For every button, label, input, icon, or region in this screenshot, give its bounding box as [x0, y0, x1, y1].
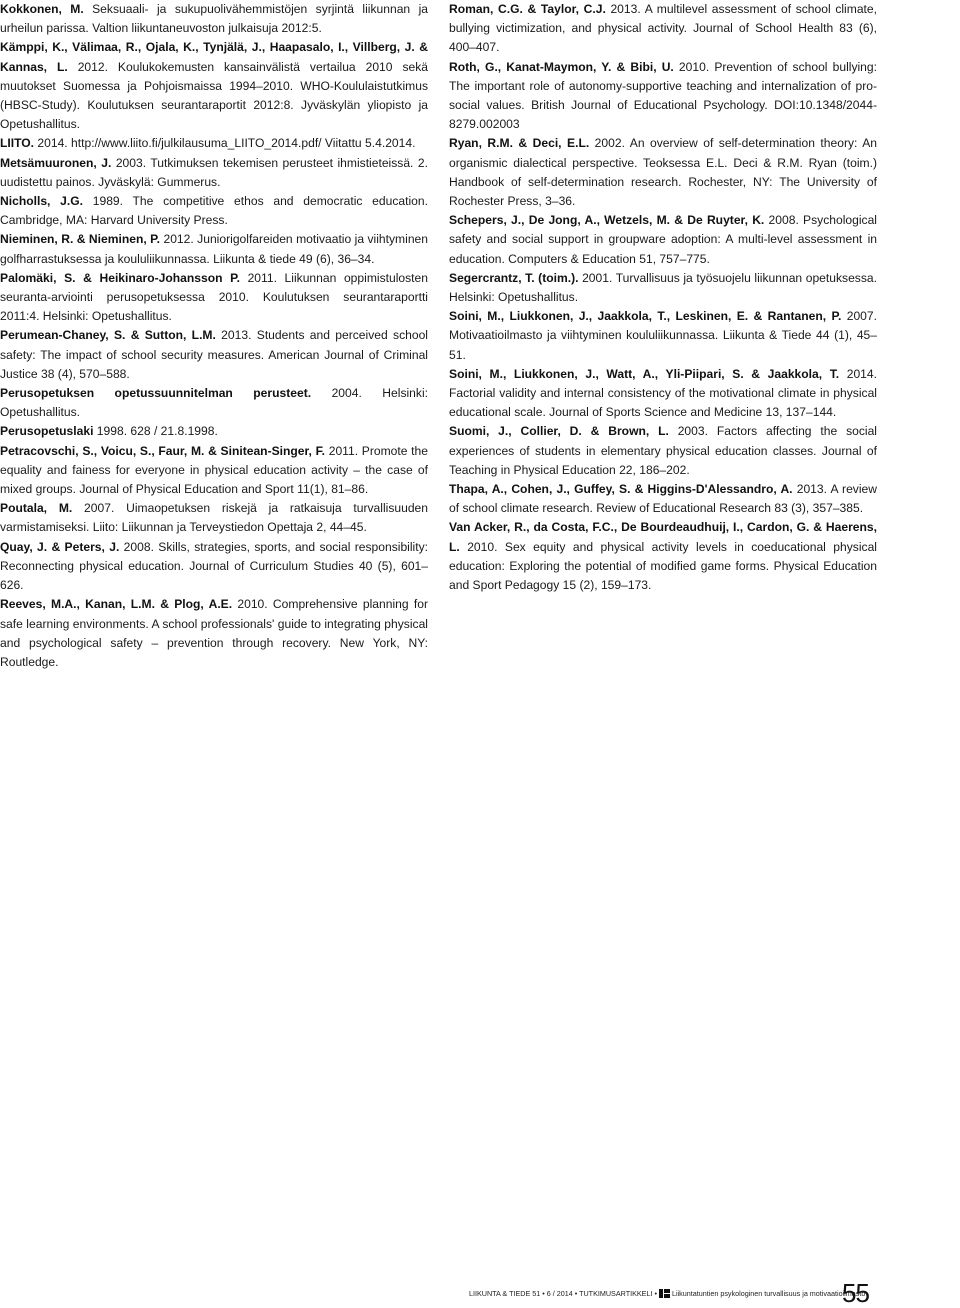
reference-entry: [449, 0, 877, 58]
reference-author: LIITO.: [0, 136, 35, 151]
reference-author: Roth, G., Kanat-Maymon, Y. & Bibi, U.: [449, 59, 674, 74]
reference-details: 2013. A review of school climate research. Review of Educational Research 83 (3), 357–385.: [449, 482, 877, 516]
reference-author: Suomi, J., Collier, D. & Brown, L.: [449, 424, 669, 439]
reference-author: Roman, C.G. & Taylor, C.J.: [449, 2, 606, 16]
reference-author: Soini, M., Liukkonen, J., Watt, A., Yli-Piipari, S. & Jaakkola, T.: [449, 366, 840, 381]
reference-details: 2008. Psychological safety and social support in groupware adoption: A multi-level assessment in education. Computers & Education 51, 757–775.: [449, 213, 877, 266]
reference-details: 1998. 628 / 21.8.1998.: [93, 424, 218, 439]
reference-entry: [0, 154, 428, 192]
left-reference-column: [0, 0, 428, 672]
reference-author: Ryan, R.M. & Deci, E.L.: [449, 136, 590, 151]
reference-entry: [0, 595, 428, 672]
reference-author: Perusopetuksen opetussuunnitelman perusteet.: [0, 386, 312, 401]
reference-entry: [449, 269, 877, 307]
reference-entry: [449, 365, 877, 423]
reference-entry: [0, 326, 428, 384]
reference-author: Poutala, M.: [0, 501, 73, 516]
page-footer: [469, 1289, 879, 1300]
reference-details: Seksuaali- ja sukupuolivähemmistöjen syrjintä liikunnan ja urheilun parissa. Valtion liikuntaneuvoston julkaisuja 2012:5.: [0, 2, 428, 36]
reference-details: 2007. Uimaopetuksen riskejä ja ratkaisuja turvallisuuden varmistamiseksi. Liito: Liikunnan ja Terveystiedon Opettaja 2, 44–45.: [0, 501, 428, 535]
reference-details: 2012. Koulukokemusten kansainvälistä vertailua 2010 sekä muutokset Suomessa ja Pohjoismaissa 1994–2010. WHO-Koululaistutkimus (HBSC-Study). Koulutuksen seurantaraportit 2012:8. Jyväskylän yliopisto ja Opetushallitus.: [0, 59, 428, 132]
reference-details: 2010. Prevention of school bullying: The important role of autonomy-supportive teaching and internalization of pro-social values. British Journal of Educational Psychology. DOI:10.1348/2044-8279.002003: [449, 59, 877, 132]
reference-details: 2003. Factors affecting the social experiences of students in elementary physical education classes. Journal of Teaching in Physical Education 22, 186–202.: [449, 424, 877, 477]
reference-entry: [0, 192, 428, 230]
reference-details: 2014. Factorial validity and internal consistency of the motivational climate in physical educational scale. Journal of Sports Science and Medicine 13, 137–144.: [449, 366, 877, 420]
reference-author: Van Acker, R., da Costa, F.C., De Bourdeaudhuij, I., Cardon, G. & Haerens, L.: [449, 520, 877, 554]
sports-logo-icon: [659, 1289, 670, 1300]
footer-journal-info: LIIKUNTA & TIEDE 51 • 6 / 2014 • TUTKIMUSARTIKKELI •: [469, 1289, 657, 1298]
reference-author: Reeves, M.A., Kanan, L.M. & Plog, A.E.: [0, 597, 233, 612]
reference-details: 2003. Tutkimuksen tekemisen perusteet ihmistieteissä. 2. uudistettu painos. Jyväskylä: Gummerus.: [0, 155, 428, 189]
reference-details: 2013. Students and perceived school safety: The impact of school security measures. American Journal of Criminal Justice 38 (4), 570–588.: [0, 328, 428, 381]
reference-author: Schepers, J., De Jong, A., Wetzels, M. & De Ruyter, K.: [449, 213, 765, 228]
reference-entry: [0, 499, 428, 537]
reference-details: 1989. The competitive ethos and democratic education. Cambridge, MA: Harvard University Press.: [0, 194, 428, 228]
reference-entry: [449, 307, 877, 365]
reference-entry: [0, 269, 428, 327]
reference-author: Nicholls, J.G.: [0, 194, 83, 209]
reference-entry: [0, 538, 428, 596]
reference-entry: [0, 134, 428, 153]
reference-author: Quay, J. & Peters, J.: [0, 539, 120, 554]
reference-details: 2002. An overview of self-determination theory: An organismic dialectical perspective. Teoksessa E.L. Deci & R.M. Ryan (toim.) Handbook of self-determination research. Rochester, NY: The University of Rochester Press, 3–36.: [449, 136, 877, 209]
reference-author: Perusopetuslaki: [0, 424, 94, 439]
reference-details: 2010. Comprehensive planning for safe learning environments. A school professionals' guide to integrating physical and psychological safety – prevention through recovery. New York, NY: Routledge.: [0, 597, 428, 669]
reference-entry: [449, 422, 877, 480]
footer-article-title: Liikuntatuntien psykologinen turvallisuus ja motivaatioilmasto: [671, 1289, 866, 1298]
right-reference-column: [449, 0, 877, 595]
reference-author: Petracovschi, S., Voicu, S., Faur, M. & Sinitean-Singer, F.: [0, 443, 326, 458]
page-number: 55: [842, 1278, 869, 1308]
reference-details: 2014. http://www.liito.fi/julkilausuma_LIITO_2014.pdf/ Viitattu 5.4.2014.: [34, 136, 416, 151]
reference-author: Metsämuuronen, J.: [0, 155, 112, 170]
reference-author: Perumean-Chaney, S. & Sutton, L.M.: [0, 328, 216, 343]
reference-entry: [0, 0, 428, 38]
reference-entry: [449, 211, 877, 269]
reference-details: 2011. Promote the equality and fainess for everyone in physical education activity – the case of mixed groups. Journal of Physical Education and Sport 11(1), 81–86.: [0, 443, 428, 497]
reference-details: 2007. Motivaatioilmasto ja viihtyminen koululiikunnassa. Liikunta & Tiede 44 (1), 45–51.: [449, 309, 877, 362]
reference-author: Nieminen, R. & Nieminen, P.: [0, 232, 161, 247]
reference-entry: [449, 58, 877, 135]
reference-details: 2012. Juniorigolfareiden motivaatio ja viihtyminen golfharrastuksessa ja koululiikunnassa. Liikunta & tiede 49 (6), 36–34.: [0, 232, 428, 266]
reference-entry: [449, 518, 877, 595]
reference-entry: [0, 38, 428, 134]
reference-author: Soini, M., Liukkonen, J., Jaakkola, T., Leskinen, E. & Rantanen, P.: [449, 309, 842, 324]
reference-details: 2010. Sex equity and physical activity levels in coeducational physical education: Exploring the potential of modified game forms. Physical Education and Sport Pedagogy 15 (2), 159–173.: [449, 539, 877, 593]
reference-entry: [0, 422, 428, 441]
reference-author: Kokkonen, M.: [0, 2, 84, 16]
reference-entry: [0, 442, 428, 500]
reference-author: Kämppi, K., Välimaa, R., Ojala, K., Tynjälä, J., Haapasalo, I., Villberg, J. & Kannas, L.: [0, 40, 428, 74]
reference-entry: [449, 134, 877, 211]
reference-entry: [0, 230, 428, 268]
reference-entry: [0, 384, 428, 422]
reference-details: 2001. Turvallisuus ja työsuojelu liikunnan opetuksessa. Helsinki: Opetushallitus.: [449, 270, 877, 305]
reference-details: 2011. Liikunnan oppimistulosten seuranta-arviointi perusopetuksessa 2010. Koulutuksen seurantaraportti 2011:4. Helsinki: Opetushallitus.: [0, 270, 428, 324]
reference-details: 2004. Helsinki: Opetushallitus.: [0, 386, 428, 420]
reference-author: Segercrantz, T. (toim.).: [449, 270, 579, 285]
reference-details: 2013. A multilevel assessment of school climate, bullying victimization, and physical activity. Journal of School Health 83 (6), 400–407.: [449, 2, 877, 55]
reference-author: Thapa, A., Cohen, J., Guffey, S. & Higgins-D'Alessandro, A.: [449, 482, 793, 497]
reference-details: 2008. Skills, strategies, sports, and social responsibility: Reconnecting physical education. Journal of Curriculum Studies 40 (5), 601–626.: [0, 539, 429, 593]
reference-author: Palomäki, S. & Heikinaro-Johansson P.: [0, 270, 240, 285]
reference-entry: [449, 480, 877, 518]
